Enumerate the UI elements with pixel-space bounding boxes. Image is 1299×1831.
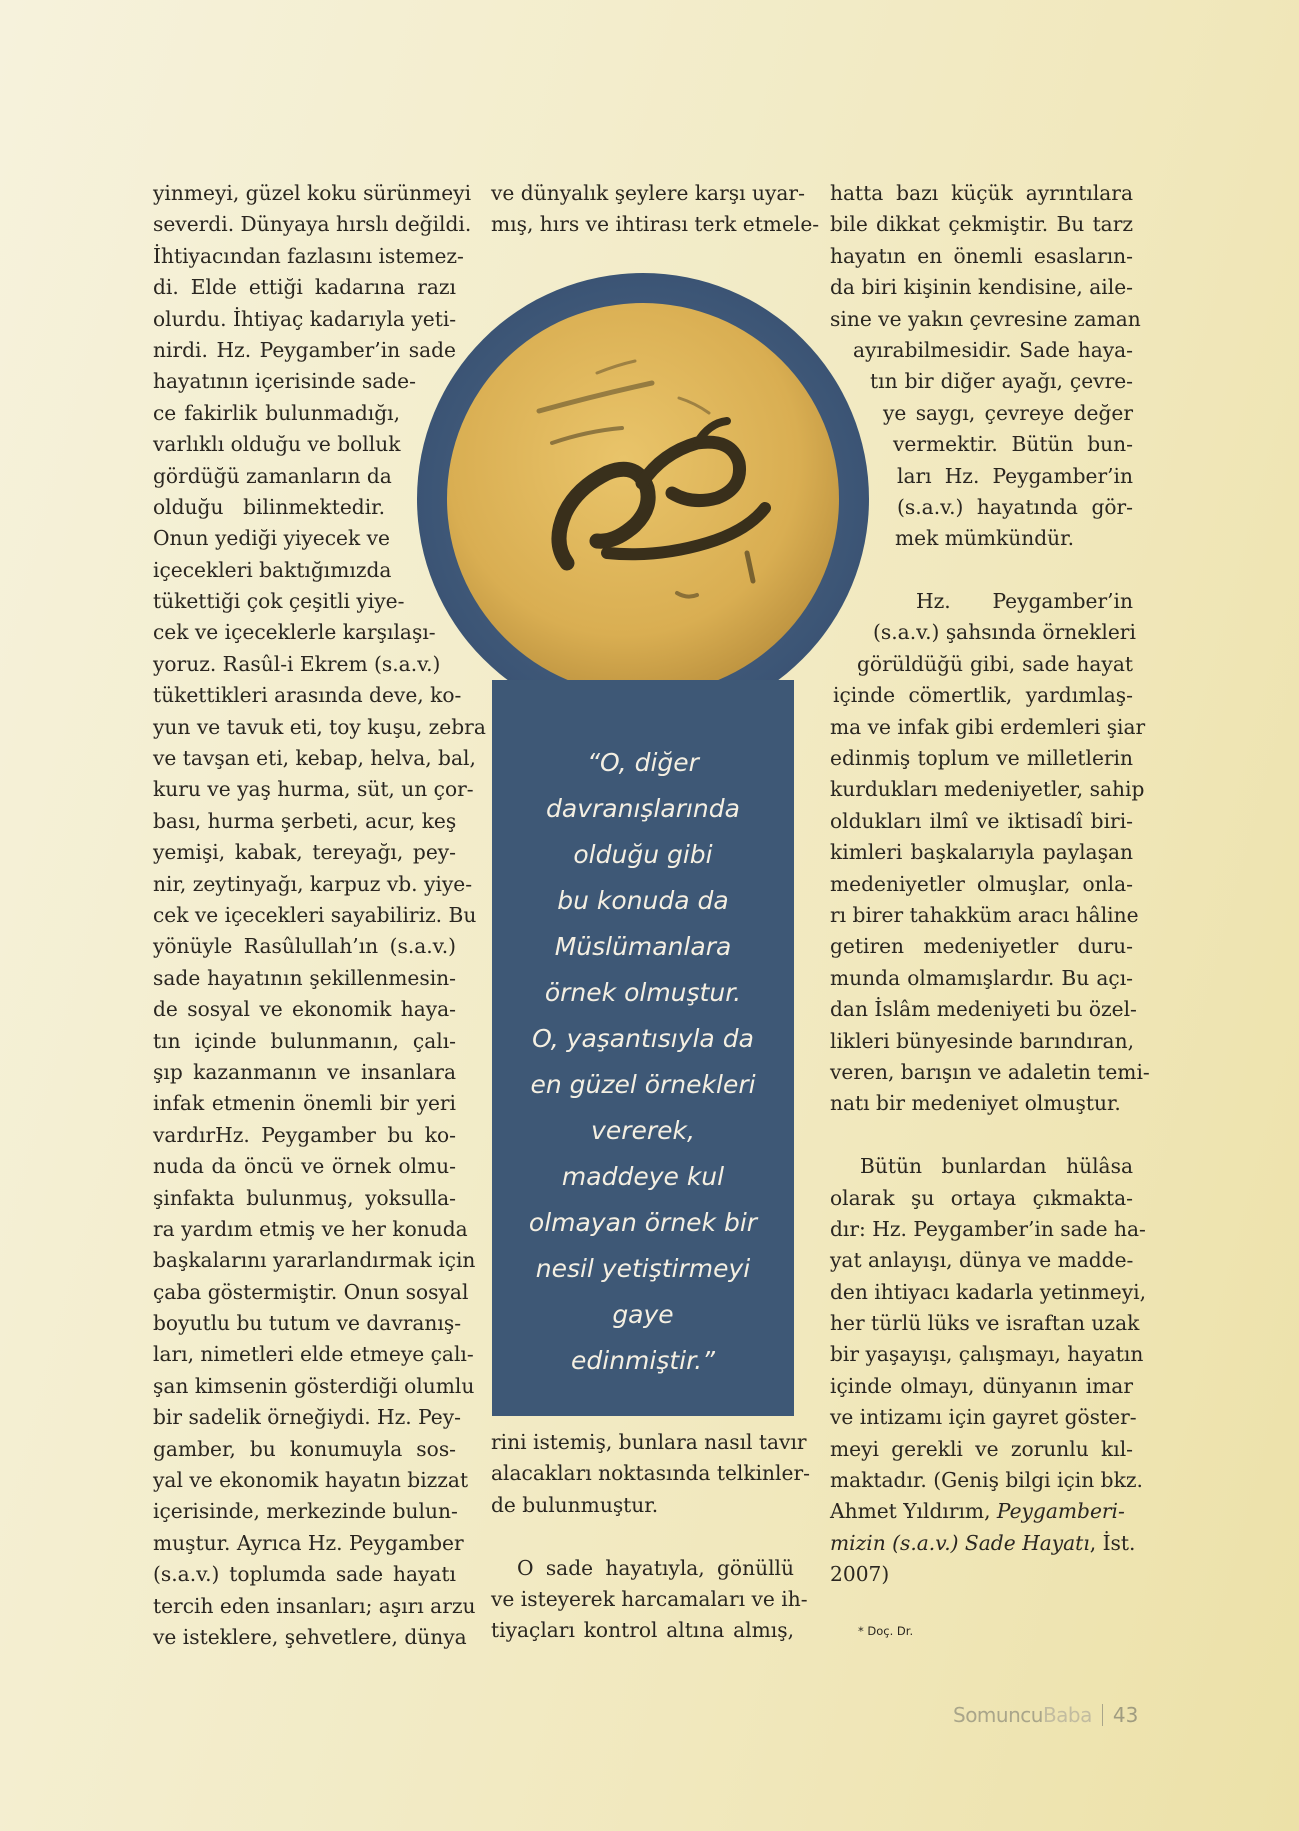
text-line: edinmiş toplum ve milletlerin [830,746,1133,771]
text-line: yönüyle Rasûlullah’ın (s.a.v.) [153,934,456,959]
text-line: ve tavşan eti, kebap, helva, bal, [153,746,476,771]
text-line: ve isteyerek harcamaları ve ih- [491,1586,808,1611]
text-line: çaba göstermiştir. Onun sosyal [153,1279,469,1304]
text-line: şan kimsenin gösterdiği olumlu [153,1373,475,1398]
text-line: infak etmenin önemli bir yeri [153,1091,456,1116]
citation-suffix: , İst. [1089,1530,1136,1555]
text-line: getiren medeniyetler duru- [830,934,1133,959]
citation-line-2 [830,1528,1136,1559]
text-line: nir, zeytinyağı, karpuz vb. yiye- [153,871,473,896]
text-line: yat anlayışı, dünya ve madde- [830,1248,1134,1273]
text-line: ve intizamı için gayret göster- [830,1405,1137,1430]
text-line: kuru ve yaş hurma, süt, un çor- [153,777,474,802]
text-line: munda olmamışlardır. Bu açı- [830,965,1133,990]
text-line: kimleri başkalarıyla paylaşan [830,840,1133,865]
brand-part2: Baba [1042,1703,1092,1727]
text-line: sine ve yakın çevresine zaman [830,306,1141,331]
text-line: vardırHz. Peygamber bu ko- [153,1122,456,1147]
text-line: gamber, bu konumuyla sos- [153,1436,456,1461]
text-line: ve dünyalık şeylere karşı uyar- [491,181,805,205]
text-line: tiyaçları kontrol altına almış, [491,1618,794,1643]
left-column [153,178,486,1653]
middle-column-bottom [491,1427,810,1647]
text-line: boyutlu bu tutum ve davranış- [153,1311,462,1336]
footer-divider [1102,1704,1103,1726]
quote-line: maddeye kul [561,1162,725,1191]
text-line: (s.a.v.) hayatında gör- [897,494,1133,519]
text-line: sade hayatının şekillenmesin- [153,965,456,990]
text-line: (s.a.v.) toplumda sade hayatı [153,1562,456,1587]
text-line: nuda da öncü ve örnek olmu- [153,1154,456,1179]
text-line: medeniyetler olmuşlar, onla- [830,871,1133,896]
text-line: dan İslâm medeniyeti bu özel- [830,997,1137,1022]
text-line: nirdi. Hz. Peygamber’in sade [153,337,456,362]
text-line: (s.a.v.) şahsında örnekleri [873,620,1136,645]
text-line: olurdu. İhtiyaç kadarıyla yeti- [153,306,457,331]
quote-line: edinmiştir.” [571,1346,715,1375]
text-line: alacakları noktasında telkinler- [491,1461,810,1486]
quote-line: olmayan örnek bir [528,1208,758,1237]
text-line: 2007) [830,1562,890,1587]
text-line: rini istemiş, bunlara nasıl tavır [491,1430,807,1454]
text-line: ye saygı, çevreye değer [883,400,1133,425]
text-line: İhtiyacından fazlasını istemez- [153,243,464,268]
text-line: olduğu bilinmektedir. [153,494,385,519]
text-line: da biri kişinin kendisine, aile- [830,275,1133,300]
text-line: bile dikkat çekmiştir. Bu tarz [830,212,1133,237]
text-line: Bütün bunlardan hülâsa [860,1154,1133,1179]
text-line: bir sadelik örneğiydi. Hz. Pey- [153,1405,461,1430]
quote-line: örnek olmuştur. [544,978,742,1007]
text-line: rı birer tahakküm aracı hâline [830,902,1139,927]
quote-line: “O, diğer [587,748,699,777]
text-line: yun ve tavuk eti, toy kuşu, zebra [153,714,486,739]
text-line: bası, hurma şerbeti, acur, keş [153,808,457,833]
text-line: Hz. Peygamber’in [916,589,1133,614]
text-line: her türlü lüks ve israftan uzak [830,1311,1140,1336]
text-line: O sade hayatıyla, gönüllü [517,1555,794,1580]
text-line: ra yardım etmiş ve her konuda [153,1216,468,1241]
text-line: içinde cömertlik, yardımlaş- [833,683,1133,708]
text-line: yemişi, kabak, tereyağı, pey- [153,840,456,865]
page-number: 43 [1112,1703,1139,1727]
text-line: ve isteklere, şehvetlere, dünya [153,1624,467,1649]
text-line: ce fakirlik bulunmadığı, [153,400,400,425]
text-line: hatta bazı küçük ayrıntılara [830,181,1133,205]
text-line: meyi gerekli ve zorunlu kıl- [830,1436,1133,1461]
text-line: muştur. Ayrıca Hz. Peygamber [153,1530,464,1555]
citation-author: Ahmet Yıldırım, [830,1499,997,1524]
footnote: * Doç. Dr. [858,1624,914,1638]
text-line: vermektir. Bütün bun- [893,432,1133,457]
text-line: ayırabilmesidir. Sade haya- [853,337,1133,362]
text-line: şıp kazanmanın ve insanlara [153,1059,456,1084]
text-line: veren, barışın ve adaletin temi- [830,1059,1150,1084]
quote-line: en güzel örnekleri [530,1070,756,1099]
quote-line: nesil yetiştirmeyi [535,1254,751,1283]
text-line: yal ve ekonomik hayatın bizzat [153,1468,469,1493]
text-line: ma ve infak gibi erdemleri şiar [830,714,1146,739]
quote-line: vererek, [591,1116,695,1145]
text-line: cek ve içeceklerle karşılaşı- [153,620,436,645]
quote-line: Müslümanlara [554,932,732,961]
middle-column-top [491,178,820,241]
text-line: yoruz. Rasûl-i Ekrem (s.a.v.) [153,651,441,676]
text-line: oldukları ilmî ve iktisadî biri- [830,808,1133,833]
pull-quote-box [492,680,794,1416]
text-line: di. Elde ettiği kadarına razı [153,275,456,300]
citation-line-1 [830,1496,1133,1527]
quote-line: bu konuda da [557,886,729,915]
text-line: mek mümkündür. [895,526,1075,551]
text-line: tın içinde bulunmanın, çalı- [153,1028,456,1053]
text-line: başkalarını yararlandırmak için [153,1248,476,1273]
text-line: ları, nimetleri elde etmeye çalı- [153,1342,474,1367]
text-line: içerisinde, merkezinde bulun- [153,1499,458,1524]
page-footer [953,1703,1138,1727]
text-line: mış, hırs ve ihtirası terk etmele- [491,212,820,237]
pull-quote [492,740,794,1384]
text-line: natı bir medeniyet olmuştur. [830,1091,1121,1116]
text-line: de sosyal ve ekonomik haya- [153,997,456,1022]
text-line: tın bir diğer ayağı, çevre- [870,369,1133,394]
quote-line: O, yaşantısıyla da [532,1024,754,1053]
text-line: şinfakta bulunmuş, yoksulla- [153,1185,456,1210]
text-line: kurdukları medeniyetler, sahip [830,777,1145,802]
text-line: tükettiği çok çeşitli yiye- [153,589,405,614]
brand-part1: Somuncu [953,1703,1043,1727]
text-line: Onun yediği yiyecek ve [153,526,390,551]
text-line: bir yaşayışı, çalışmayı, hayatın [830,1342,1144,1367]
text-line: olarak şu ortaya çıkmakta- [830,1185,1133,1210]
quote-line: gaye [612,1300,674,1329]
text-gap [830,555,1133,586]
text-line: dır: Hz. Peygamber’in sade ha- [830,1216,1146,1241]
citation-title-part2: mizin (s.a.v.) Sade Hayatı [830,1530,1090,1555]
text-line: tercih eden insanları; aşırı arzu [153,1593,476,1618]
right-column [830,178,1150,1591]
calligraphy-medallion-icon [447,303,839,695]
text-line: tükettikleri arasında deve, ko- [153,683,462,708]
text-line: görüldüğü gibi, sade hayat [857,651,1133,676]
medallion-frame [417,273,869,725]
text-line: yinmeyi, güzel koku sürünmeyi [153,181,472,205]
text-line: hayatının içerisinde sade- [153,369,416,394]
quote-line: olduğu gibi [573,840,713,869]
magazine-logo [953,1703,1092,1727]
text-line: maktadır. (Geniş bilgi için bkz. [830,1468,1143,1493]
text-line: hayatın en önemli esasların- [830,243,1133,268]
text-line: içecekleri baktığımızda [153,557,392,582]
text-line: de bulunmuştur. [491,1492,659,1517]
quote-line: davranışlarında [546,794,740,823]
text-gap [830,1120,1133,1151]
text-gap [491,1521,794,1552]
text-line: ları Hz. Peygamber’in [897,463,1133,488]
text-line: varlıklı olduğu ve bolluk [153,432,401,457]
citation-title-part1: Peygamberi- [996,1499,1125,1524]
text-line: gördüğü zamanların da [153,463,392,488]
text-line: cek ve içecekleri sayabiliriz. Bu [153,902,477,927]
text-line: den ihtiyacı kadarla yetinmeyi, [830,1279,1147,1304]
text-line: likleri bünyesinde barındıran, [830,1028,1135,1053]
text-line: severdi. Dünyaya hırslı değildi. [153,212,472,237]
text-line: içinde olmayı, dünyanın imar [830,1373,1133,1398]
